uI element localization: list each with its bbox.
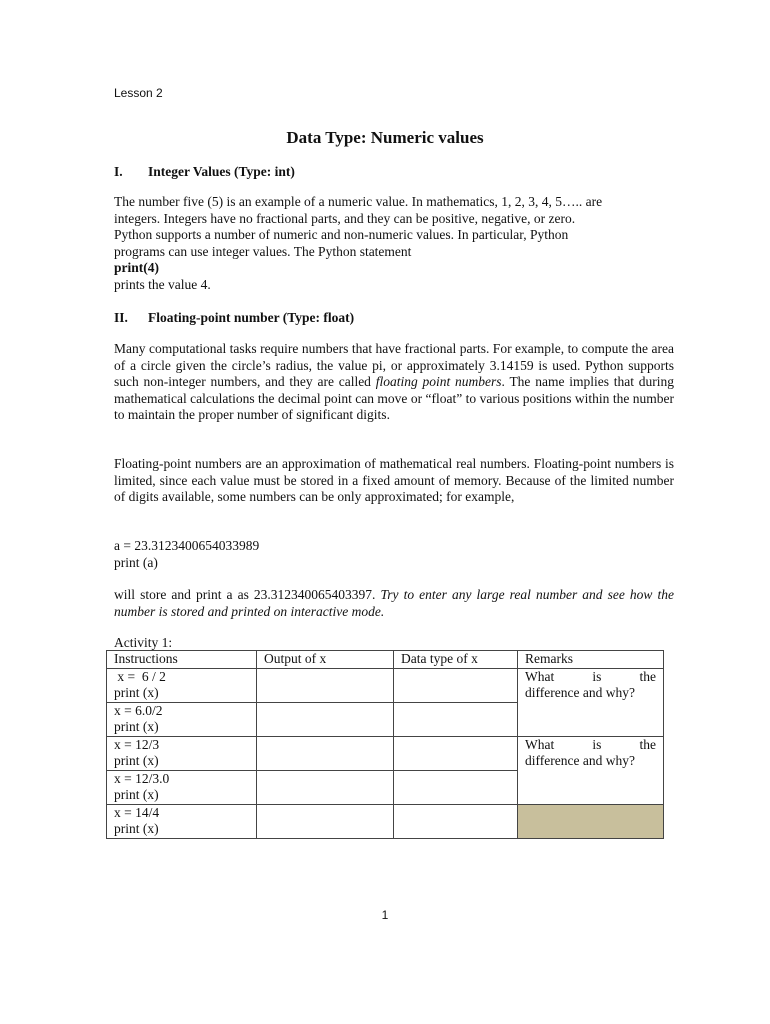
paragraph-text: Many computational tasks require numbers that have fractional parts. For example, to compute the area of a circle given the circle’s radius, the value pi, or approximately 3.14159 is used. Python supports such non-integer numbers, and they are called [114, 341, 674, 389]
instruction-cell [107, 736, 257, 770]
data-type-cell[interactable] [394, 702, 518, 736]
section-2-paragraph-1 [114, 341, 674, 424]
section-2-paragraph-2: Floating-point numbers are an approximation of mathematical real numbers. Floating-point numbers is limited, since each value must be stored in a fixed amount of memory. Because of the limited number of digits available, some numbers can be only approximated; for example, [114, 456, 674, 504]
code-print-4: print(4) [114, 260, 159, 275]
instruction-cell [107, 702, 257, 736]
instruction-line: x = 6.0/2 [114, 702, 163, 718]
section-1-line: integers. Integers have no fractional parts, and they can be positive, negative, or zero. [114, 210, 576, 226]
activity-label: Activity 1: [114, 635, 173, 650]
instruction-cell [107, 804, 257, 838]
instruction-line: x = 6 / 2 [114, 668, 166, 684]
instruction-line: print (x) [114, 821, 159, 836]
italic-term: floating point numbers [375, 374, 502, 389]
data-type-cell[interactable] [394, 770, 518, 804]
header-remarks: Remarks [518, 651, 664, 669]
section-2-heading [114, 310, 354, 326]
header-instructions: Instructions [107, 651, 257, 669]
table-row [107, 668, 664, 702]
page-number: 1 [381, 908, 389, 922]
instruction-line: x = 12/3.0 [114, 770, 170, 786]
code-line: a = 23.3123400654033989 [114, 538, 260, 553]
lesson-label: Lesson 2 [114, 86, 163, 100]
paragraph-text: will store and print a as 23.312340065403397. [114, 587, 381, 602]
data-type-cell[interactable] [394, 736, 518, 770]
output-cell[interactable] [257, 668, 394, 702]
code-line: print (a) [114, 554, 158, 570]
instruction-line: print (x) [114, 719, 159, 734]
section-1-body [114, 194, 674, 293]
section-2-title: Floating-point number (Type: float) [148, 310, 355, 325]
table-row [107, 736, 664, 770]
remark-line: What is the [525, 668, 656, 684]
italic-instruction: Try to enter any large real number and see how the number is stored and printed on interactive mode. [114, 587, 674, 619]
output-cell[interactable] [257, 770, 394, 804]
data-type-cell[interactable] [394, 804, 518, 838]
section-1-number: I. [114, 164, 123, 179]
section-1-line: programs can use integer values. The Python statement [114, 243, 412, 259]
remark-line: What is the [525, 736, 656, 752]
section-1-heading [114, 164, 295, 180]
instruction-cell [107, 770, 257, 804]
output-cell[interactable] [257, 736, 394, 770]
section-2-paragraph-3 [114, 587, 674, 620]
remarks-cell[interactable] [518, 736, 664, 804]
paragraph-text: . The name implies that during mathematical calculations the decimal point can move or “float” to various positions within the number to maintain the proper number of significant digits. [114, 374, 675, 422]
remark-line: difference and why? [525, 685, 635, 700]
section-1-line: Python supports a number of numeric and non-numeric values. In particular, Python [114, 227, 569, 242]
section-1-title: Integer Values (Type: int) [148, 164, 295, 179]
section-2-number: II. [114, 310, 128, 325]
header-output: Output of x [257, 651, 394, 669]
shaded-remarks-cell [518, 804, 664, 838]
data-type-cell[interactable] [394, 668, 518, 702]
table-header-row [107, 651, 664, 669]
code-example [114, 538, 674, 571]
output-cell[interactable] [257, 804, 394, 838]
section-1-line: prints the value 4. [114, 276, 211, 292]
remarks-cell[interactable] [518, 668, 664, 736]
table-row [107, 804, 664, 838]
section-1-line: The number five (5) is an example of a numeric value. In mathematics, 1, 2, 3, 4, 5….. are [114, 194, 603, 209]
instruction-line: x = 12/3 [114, 736, 160, 752]
page-title: Data Type: Numeric values [286, 128, 484, 147]
instruction-line: print (x) [114, 685, 159, 700]
header-data-type: Data type of x [394, 651, 518, 669]
instruction-line: x = 14/4 [114, 804, 160, 820]
instruction-cell [107, 668, 257, 702]
remark-line: difference and why? [525, 753, 635, 768]
activity-table [106, 650, 664, 839]
output-cell[interactable] [257, 702, 394, 736]
instruction-line: print (x) [114, 753, 159, 768]
instruction-line: print (x) [114, 787, 159, 802]
